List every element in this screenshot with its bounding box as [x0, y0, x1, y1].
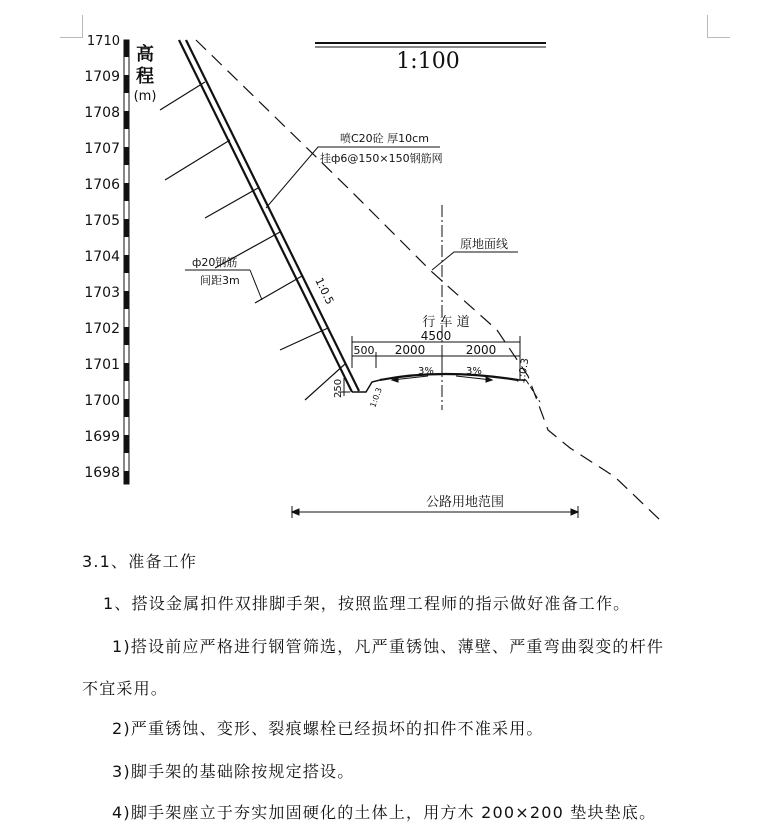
elevation-tick: 1709 — [84, 69, 120, 85]
paragraph-item-1-1-continued: 不宜采用。 — [82, 679, 169, 698]
ditch-depth-label: 250 — [333, 378, 344, 398]
elevation-ruler — [124, 40, 129, 484]
elevation-tick: 1706 — [84, 177, 120, 193]
paragraph-item-1-2: 2)严重锈蚀、变形、裂痕螺栓已经损坏的扣件不准采用。 — [112, 719, 544, 738]
lane-dimension-left: 2000 — [394, 343, 426, 357]
elevation-tick: 1708 — [84, 105, 120, 121]
right-of-way-label: 公路用地范围 — [425, 495, 505, 510]
ditch-slope-label: 1:0.3 — [368, 386, 384, 409]
axis-title-char: 程 — [136, 66, 154, 87]
cut-slope-face — [179, 40, 359, 392]
elevation-tick: 1710 — [86, 34, 120, 49]
elevation-tick-labels — [84, 34, 120, 481]
elevation-tick: 1703 — [84, 285, 120, 301]
shotcrete-callout — [266, 131, 443, 208]
grade-right: 3% — [466, 366, 482, 377]
cut-slope-ratio: 1:0.5 — [312, 275, 337, 307]
shotcrete-label: 喷C20砼 厚10cm — [340, 132, 429, 145]
elevation-tick: 1701 — [84, 357, 120, 373]
grade-left: 3% — [418, 366, 434, 377]
rebar-label: ф20钢筋 — [192, 256, 238, 269]
scale-bar — [315, 43, 546, 74]
elevation-tick: 1699 — [84, 429, 120, 445]
elevation-tick: 1704 — [84, 249, 120, 265]
elevation-tick: 1702 — [84, 321, 120, 337]
axis-unit: (m) — [133, 89, 157, 104]
mesh-label: 挂ф6@150×150钢筋网 — [320, 152, 443, 165]
original-ground-callout — [432, 236, 518, 270]
original-ground-line — [196, 40, 660, 520]
carriageway-width: 4500 — [420, 329, 452, 343]
elevation-tick: 1698 — [84, 465, 120, 481]
original-ground-label: 原地面线 — [460, 237, 509, 251]
carriageway-label: 行 车 道 — [422, 315, 470, 330]
fill-slope-ratio: 1:0.3 — [516, 357, 532, 385]
paragraph-item-1-3: 3)脚手架的基础除按规定搭设。 — [112, 762, 355, 781]
axis-title-char: 高 — [136, 44, 154, 65]
lane-dimension-right: 2000 — [465, 343, 497, 357]
rebar-callout — [185, 255, 262, 300]
paragraph-item-1-1: 1)搭设前应严格进行钢管筛选，凡严重锈蚀、薄壁、严重弯曲裂变的杆件 — [112, 637, 665, 656]
scale-label: 1:100 — [396, 49, 460, 74]
elevation-tick: 1700 — [84, 393, 120, 409]
shoulder-dimension: 500 — [353, 344, 375, 357]
elevation-tick: 1707 — [84, 141, 120, 157]
rebar-spacing-label: 间距3m — [200, 274, 240, 287]
anchor-rebars — [160, 82, 345, 400]
elevation-tick: 1705 — [84, 213, 120, 229]
section-heading: 3.1、准备工作 — [82, 552, 198, 571]
paragraph-item-1-4: 4)脚手架座立于夯实加固硬化的土体上，用方木 200×200 垫块垫底。 — [112, 803, 657, 822]
paragraph-item-1: 1、搭设金属扣件双排脚手架，按照监理工程师的指示做好准备工作。 — [103, 594, 631, 613]
